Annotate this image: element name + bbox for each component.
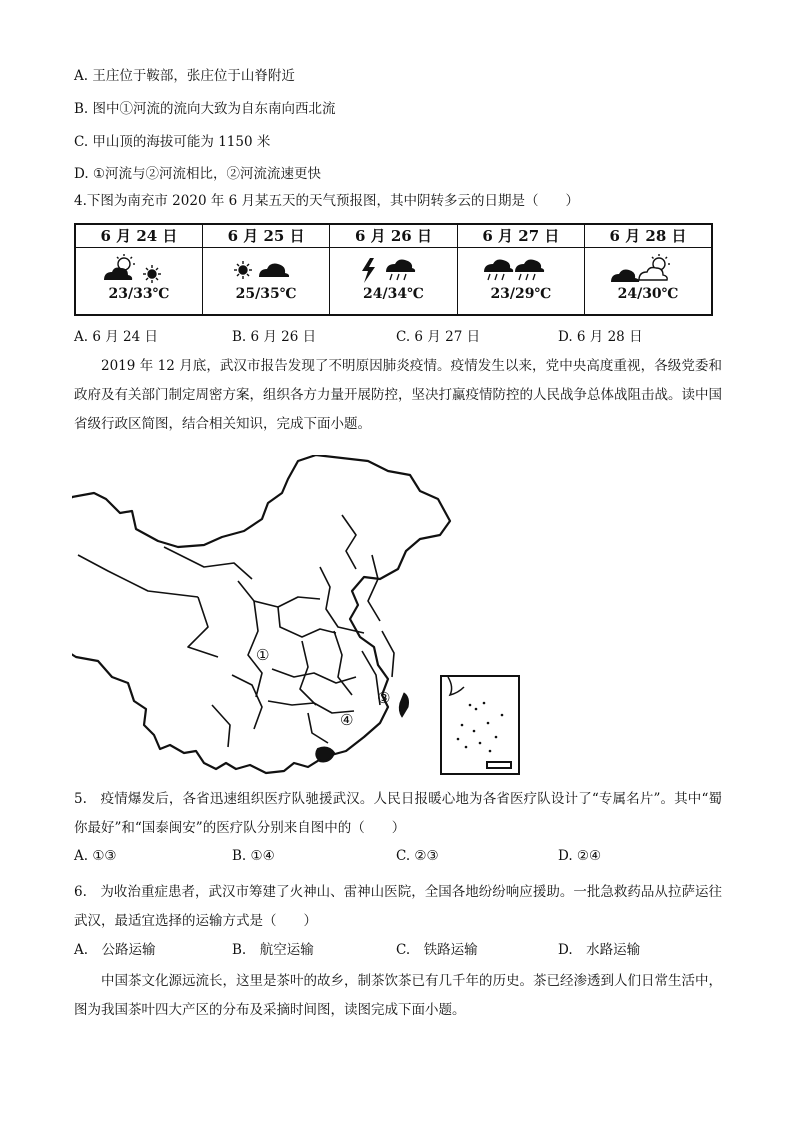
sun-icon: [143, 265, 161, 283]
rain-icon: [515, 260, 544, 281]
partly-cloudy-icon: [639, 254, 670, 280]
cloud-icon: [259, 264, 289, 277]
thunder-icon: [362, 258, 375, 283]
sun-icon: [234, 261, 252, 279]
q4-option-d: D. 6 月 28 日: [558, 329, 643, 345]
q3-option-c: C. 甲山顶的海拔可能为 1150 米: [74, 134, 271, 150]
rain-icon: [484, 260, 513, 281]
weather-temp: 24/34℃: [363, 286, 424, 302]
q6-stem: 6. 为收治重症患者，武汉市筹建了火神山、雷神山医院，全国各地纷纷响应援助。一批急救药品从拉萨运往武汉，最适宜选择的运输方式是（ ）: [74, 884, 722, 929]
q6-option-a: A. 公路运输: [74, 942, 156, 958]
weather-temp: 23/29℃: [490, 286, 552, 302]
weather-date: 6 月 27 日: [457, 224, 584, 248]
tea-intro-paragraph: 中国茶文化源远流长，这里是茶叶的故乡，制茶饮茶已有几千年的历史。茶已经渗透到人们日常生活中，图为我国茶叶四大产区的分布及采摘时间图，读图完成下面小题。: [74, 973, 722, 1018]
weather-cell: [330, 248, 457, 316]
rain-icon: [386, 260, 415, 281]
q3-option-d: D. ①河流与②河流相比，②河流流速更快: [74, 166, 322, 182]
map-label-4: ④: [340, 711, 354, 729]
hainan-island: [316, 748, 334, 762]
cloud-icon: [611, 270, 639, 283]
q4-options: [74, 327, 724, 347]
q4-option-c: C. 6 月 27 日: [396, 329, 481, 345]
map-label-3: ③: [377, 689, 391, 707]
q3-option-b: B. 图中①河流的流向大致为自东南向西北流: [74, 101, 336, 117]
china-province-map: [72, 455, 472, 775]
q4-option-b: B. 6 月 26 日: [232, 329, 317, 345]
q4-option-a: A. 6 月 24 日: [74, 329, 158, 345]
china-outline: [72, 455, 450, 773]
partly-cloudy-icon: [104, 254, 135, 280]
q5-option-d: D. ②④: [558, 848, 602, 864]
q5-option-c: C. ②③: [396, 848, 439, 864]
q6-option-b: B. 航空运输: [232, 942, 314, 958]
q5-stem: 5. 疫情爆发后，各省迅速组织医疗队驰援武汉。人民日报暖心地为各省医疗队设计了“专属名片”。其中“蜀你最好”和“国泰闽安”的医疗队分别来自图中的（ ）: [74, 791, 722, 836]
weather-temp: 24/30℃: [617, 286, 679, 302]
weather-forecast-table: [74, 223, 713, 316]
weather-cell: [585, 248, 712, 316]
q4-stem: 4.下图为南充市 2020 年 6 月某五天的天气预报图，其中阴转多云的日期是（ ）: [74, 193, 579, 209]
weather-cell: [75, 248, 202, 316]
q6-option-c: C. 铁路运输: [396, 942, 478, 958]
weather-date: 6 月 25 日: [202, 224, 329, 248]
weather-temp: 25/35℃: [235, 286, 297, 302]
q5-option-a: A. ①③: [74, 848, 117, 864]
taiwan-island: [399, 693, 408, 717]
weather-date: 6 月 28 日: [585, 224, 712, 248]
covid-intro-paragraph: 2019 年 12 月底，武汉市报告发现了不明原因肺炎疫情。疫情发生以来，党中央高度重视，各级党委和政府及有关部门制定周密方案，组织各方力量开展防控，坚决打赢疫情防控的人民战争总体战阻击战。读中国省级行政区简图，结合相关知识，完成下面小题。: [74, 358, 722, 432]
q5-option-b: B. ①④: [232, 848, 275, 864]
q6-option-d: D. 水路运输: [558, 942, 641, 958]
q3-option-a: A. 王庄位于鞍部，张庄位于山脊附近: [74, 68, 295, 84]
weather-temp: 23/33℃: [108, 286, 170, 302]
q6-options: [74, 940, 724, 960]
weather-cell: [457, 248, 584, 316]
q5-options: [74, 846, 724, 866]
map-label-1: ①: [256, 646, 270, 664]
south-china-sea-inset: [440, 675, 520, 775]
weather-date: 6 月 26 日: [330, 224, 457, 248]
weather-cell: [202, 248, 329, 316]
weather-date: 6 月 24 日: [75, 224, 202, 248]
